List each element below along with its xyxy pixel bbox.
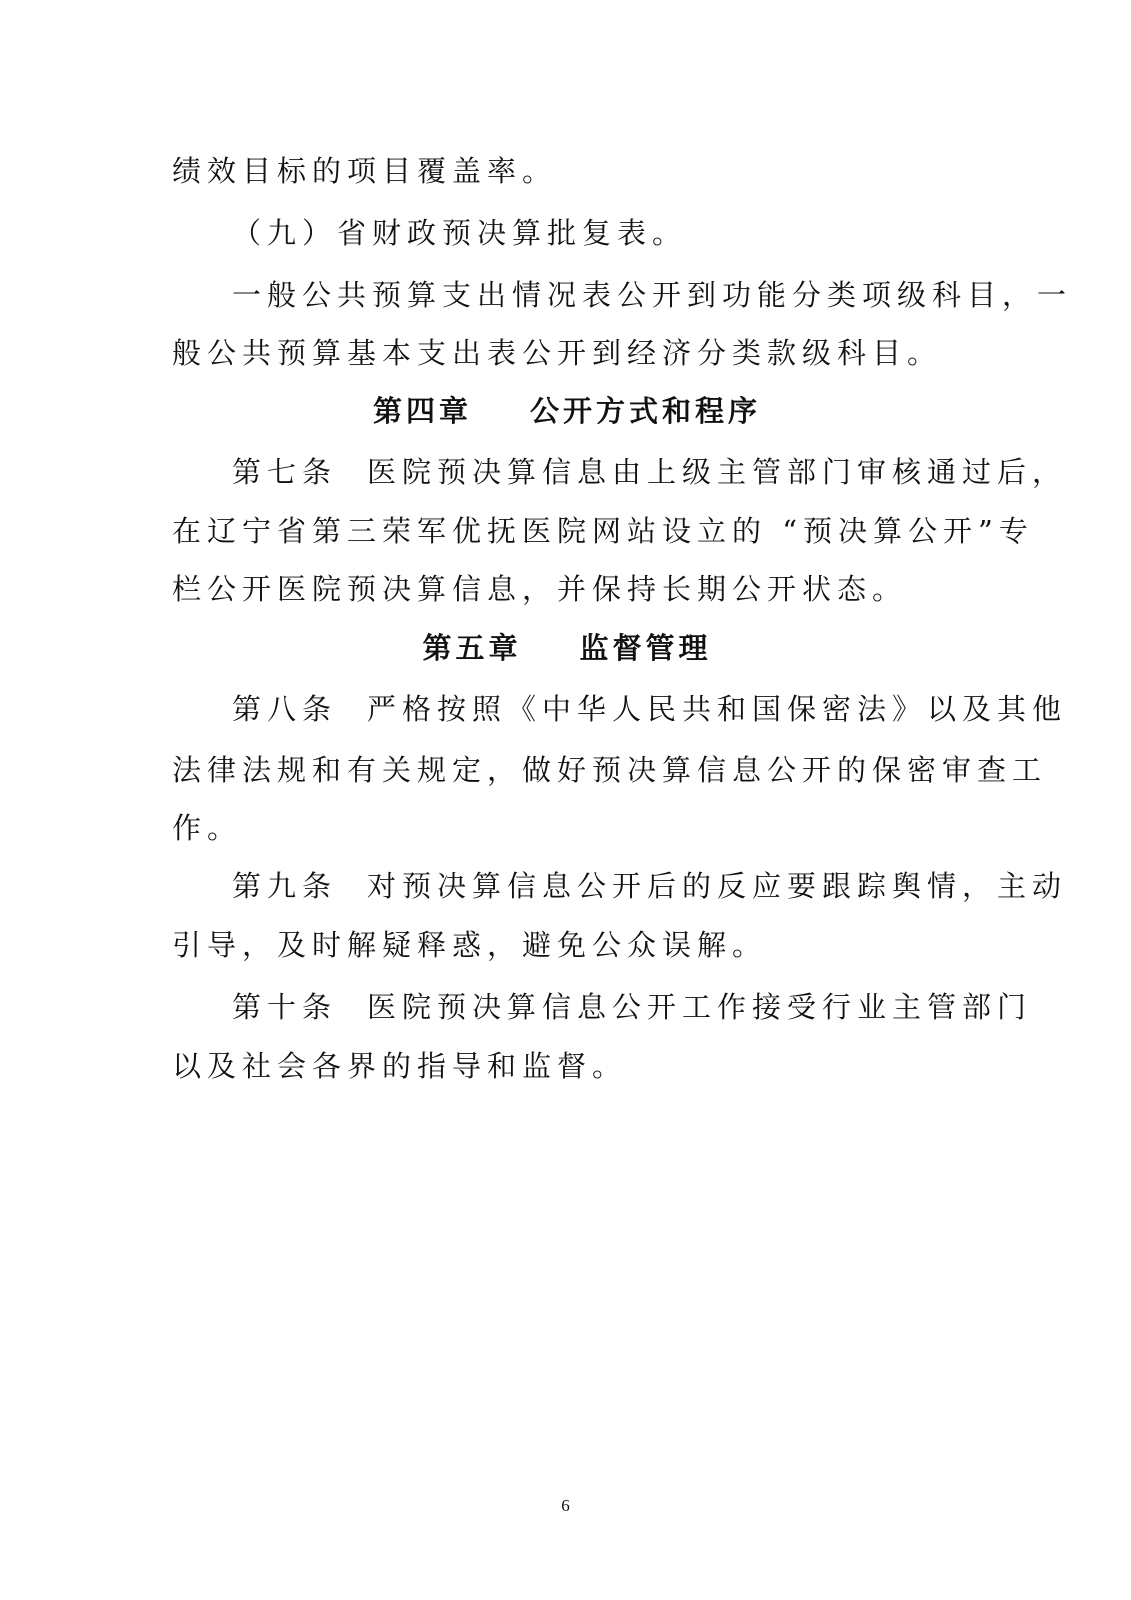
item-nine-line: （九）省财政预决算批复表。 bbox=[232, 216, 688, 250]
chapter-title: 公开方式和程序 bbox=[530, 394, 762, 428]
article-label: 第十条 bbox=[232, 990, 338, 1024]
article-text: 严格按照《中华人民共和国保密法》以及其他 bbox=[367, 692, 1068, 726]
chapter-five-heading bbox=[172, 628, 962, 668]
chapter-four-heading bbox=[172, 391, 962, 431]
paragraph-line: 作。 bbox=[172, 811, 243, 845]
chapter-number: 第四章 bbox=[372, 394, 472, 428]
paragraph-line: 一般公共预算支出情况表公开到功能分类项级科目，一 bbox=[232, 278, 1073, 312]
paragraph-line: 绩效目标的项目覆盖率。 bbox=[172, 154, 558, 188]
page-number: 6 bbox=[561, 1496, 570, 1515]
article-eight-line bbox=[232, 689, 1068, 729]
chapter-title: 监督管理 bbox=[579, 631, 712, 665]
chapter-number: 第五章 bbox=[422, 631, 522, 665]
paragraph-line: 以及社会各界的指导和监督。 bbox=[172, 1049, 628, 1083]
paragraph-line: 在辽宁省第三荣军优抚医院网站设立的 “预决算公开”专 bbox=[172, 514, 1034, 548]
paragraph-line: 引导，及时解疑释惑，避免公众误解。 bbox=[172, 928, 768, 962]
article-nine-line bbox=[232, 866, 1068, 906]
article-label: 第九条 bbox=[232, 869, 338, 903]
article-text: 医院预决算信息公开工作接受行业主管部门 bbox=[367, 990, 1033, 1024]
article-text: 医院预决算信息由上级主管部门审核通过后， bbox=[367, 455, 1068, 489]
paragraph-line: 般公共预算基本支出表公开到经济分类款级科目。 bbox=[172, 336, 943, 370]
article-text: 对预决算信息公开后的反应要跟踪舆情，主动 bbox=[367, 869, 1068, 903]
article-seven-line bbox=[232, 452, 1068, 492]
paragraph-line: 法律法规和有关规定，做好预决算信息公开的保密审查工 bbox=[172, 753, 1048, 787]
article-label: 第八条 bbox=[232, 692, 338, 726]
paragraph-line: 栏公开医院预决算信息，并保持长期公开状态。 bbox=[172, 572, 908, 606]
article-ten-line bbox=[232, 987, 1033, 1027]
article-label: 第七条 bbox=[232, 455, 338, 489]
